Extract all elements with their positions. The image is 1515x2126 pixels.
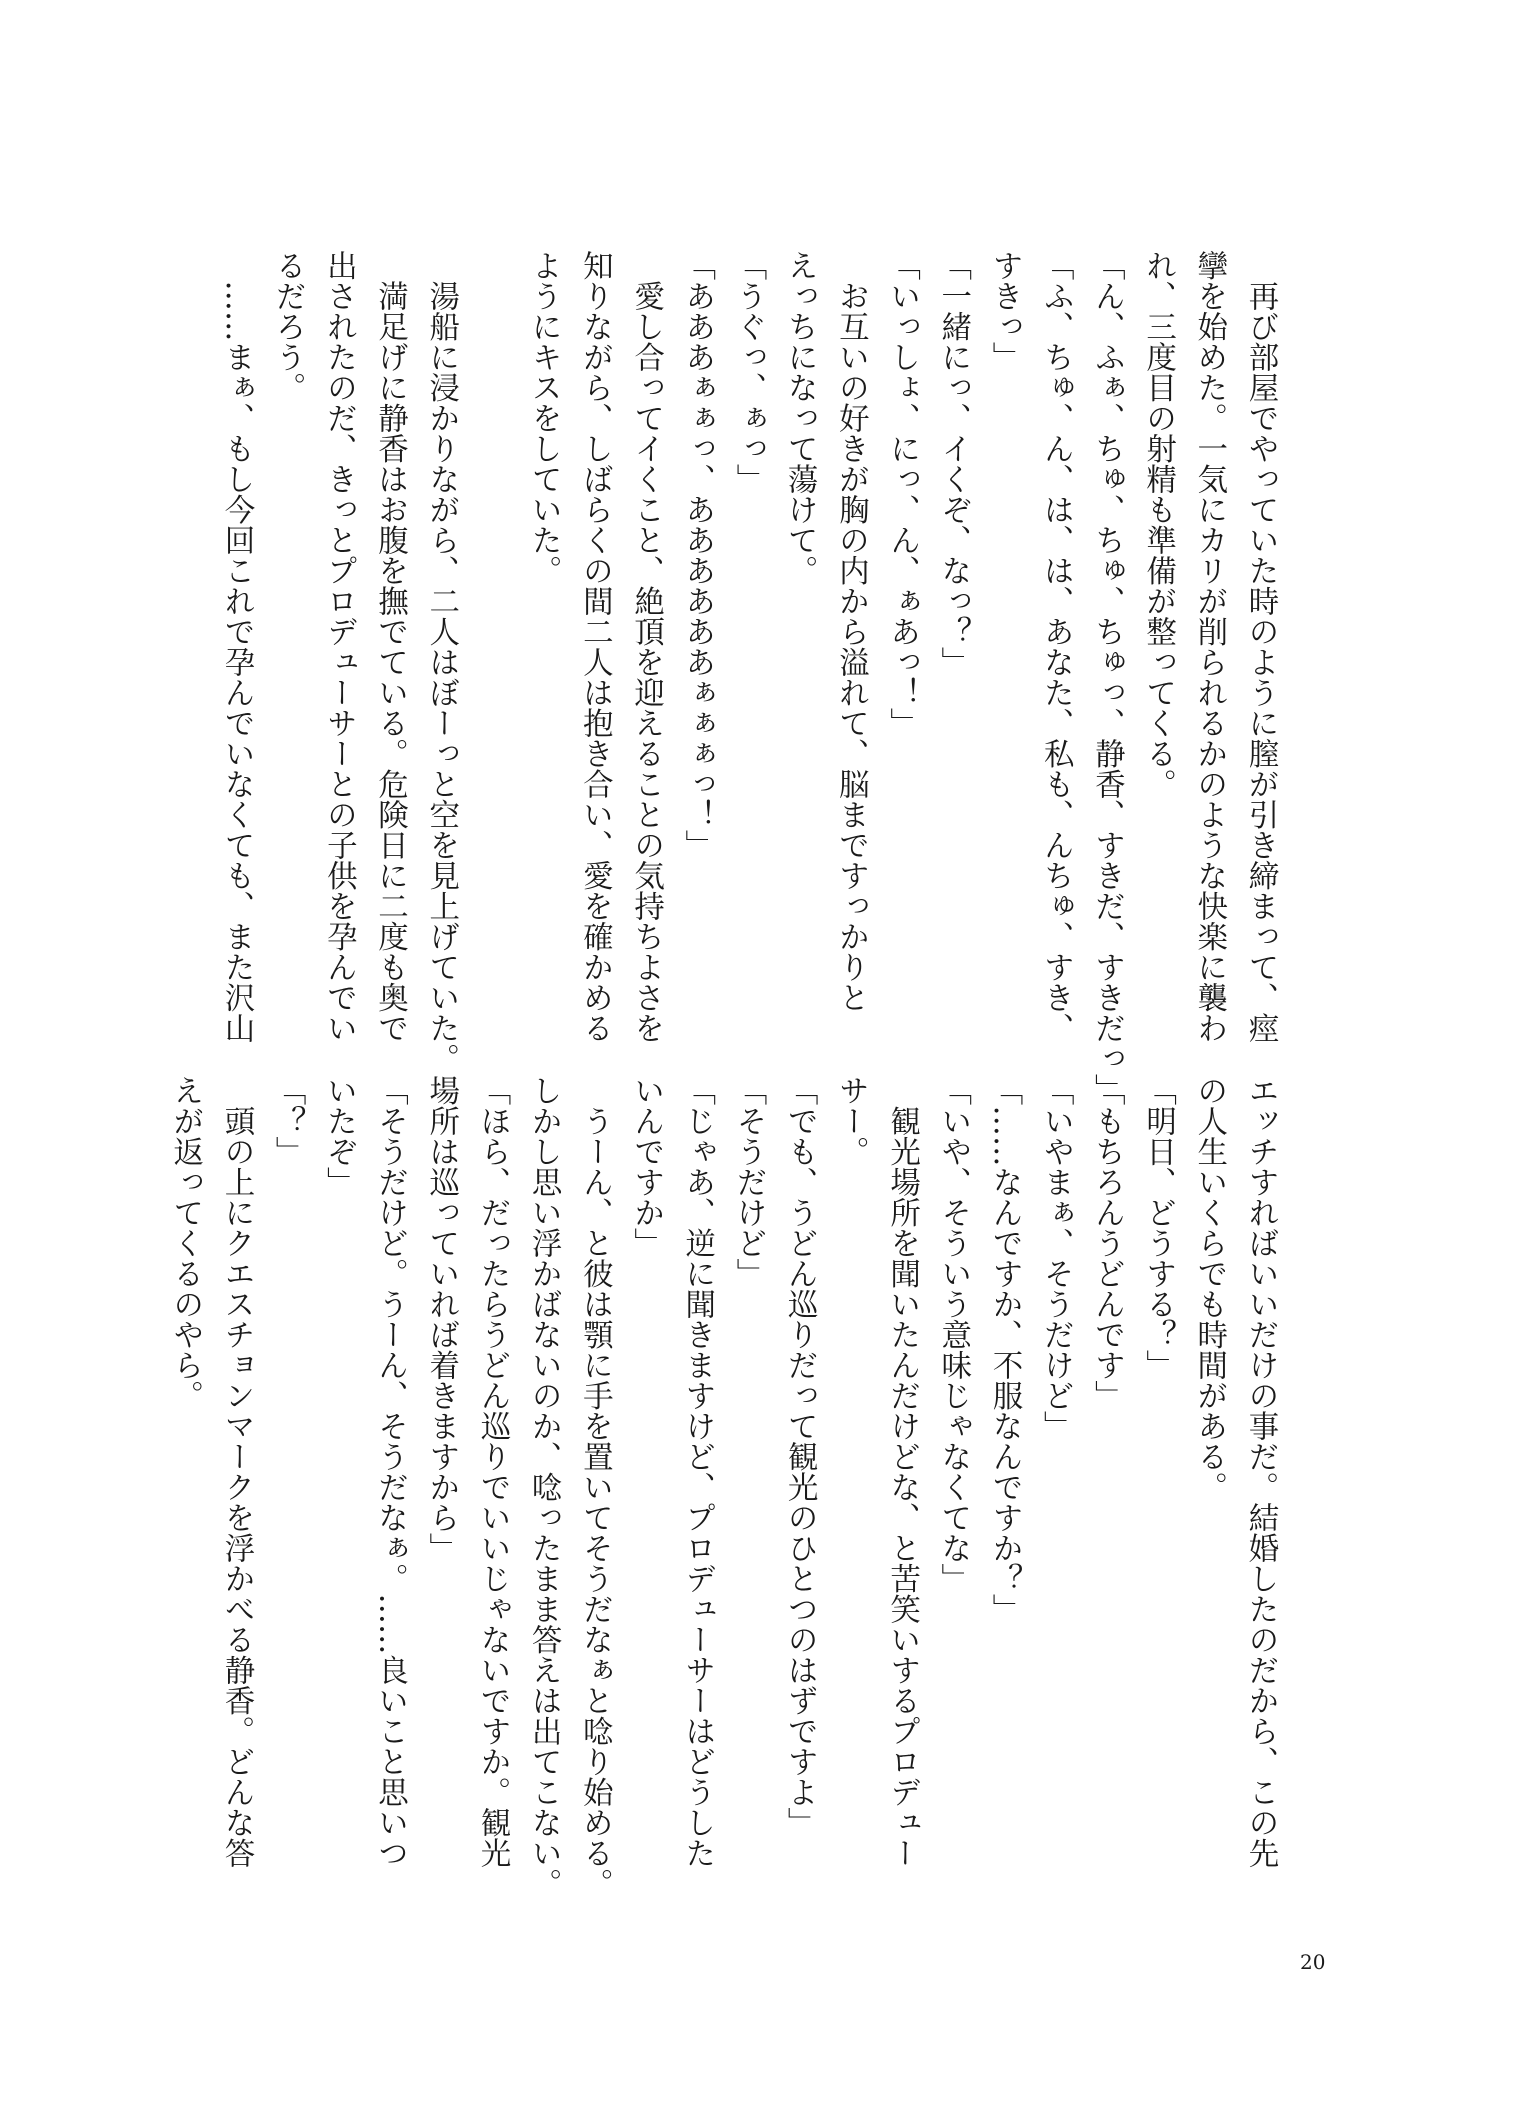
page-number: 20 xyxy=(1300,1950,1326,1974)
text-column: 「もちろんうどんです」 xyxy=(1089,1075,1125,1411)
text-column: しかし思い浮かばないのか、唸ったまま答えは出てこない。 xyxy=(526,1075,562,1899)
text-column: 「ん、ふぁ、ちゅ、ちゅ、ちゅっ、静香、すきだ、すきだっ」 xyxy=(1089,250,1125,1104)
text-column: 「じゃあ、逆に聞きますけど、プロデューサーはどうした xyxy=(679,1075,715,1868)
text-column: 愛し合ってイくこと、絶頂を迎えることの気持ちよさを xyxy=(628,250,664,1043)
text-column: るだろう。 xyxy=(270,250,306,403)
text-column: 「いやまぁ、そうだけど」 xyxy=(1038,1075,1074,1441)
text-column: お互いの好きが胸の内から溢れて、脳まですっかりと xyxy=(833,250,869,1013)
upper-text-block xyxy=(218,250,1286,1104)
blank-column xyxy=(467,250,518,1026)
text-column: れ、三度目の射精も準備が整ってくる。 xyxy=(1140,250,1176,799)
text-column: 「明日、どうする？」 xyxy=(1140,1075,1176,1380)
text-column: 知りながら、しばらくの間二人は抱き合い、愛を確かめる xyxy=(577,250,613,1043)
text-column: いたぞ」 xyxy=(321,1075,357,1197)
text-column: すきっ」 xyxy=(986,250,1022,372)
text-column: 「一緒にっ、イくぞ、なっ？」 xyxy=(935,250,971,677)
text-column: いんですか」 xyxy=(628,1075,664,1258)
text-column: 出されたのだ、きっとプロデューサーとの子供を孕んでい xyxy=(321,250,357,1043)
text-column: 場所は巡っていれば着きますから」 xyxy=(423,1075,459,1563)
text-column: ようにキスをしていた。 xyxy=(526,250,562,586)
text-column: うーん、と彼は顎に手を置いてそうだなぁと唸り始める。 xyxy=(577,1075,613,1899)
text-column: の人生いくらでも時間がある。 xyxy=(1191,1075,1227,1502)
text-column: 観光場所を聞いたんだけどな、と苦笑いするプロデュー xyxy=(884,1075,920,1868)
text-column: 攣を始めた。一気にカリが削られるかのような快楽に襲わ xyxy=(1191,250,1227,1043)
text-column: 「いっしょ、にっ、ん、ぁあっ！」 xyxy=(884,250,920,738)
text-column: サー。 xyxy=(833,1075,869,1167)
text-column: 「そうだけど。うーん、そうだなぁ。……良いこと思いつ xyxy=(372,1075,408,1868)
text-column: 「でも、うどん巡りだって観光のひとつのはずですよ」 xyxy=(782,1075,818,1838)
text-column: 「ほら、だったらうどん巡りでいいじゃないですか。観光 xyxy=(474,1075,510,1868)
text-column: えっちになって蕩けて。 xyxy=(782,250,818,586)
text-column: えが返ってくるのやら。 xyxy=(167,1075,203,1411)
text-column: 「ふ、ちゅ、ん、は、は、あなた、私も、んちゅ、すき、 xyxy=(1038,250,1074,1043)
text-column: 「……なんですか、不服なんですか？」 xyxy=(986,1075,1022,1624)
text-column: 湯船に浸かりながら、二人はぼーっと空を見上げていた。 xyxy=(423,250,459,1074)
text-column: ……まぁ、もし今回これで孕んでいなくても、また沢山 xyxy=(218,250,254,1043)
text-column: 頭の上にクエスチョンマークを浮かべる静香。どんな答 xyxy=(218,1075,254,1868)
text-column: 「うぐっ、ぁっ」 xyxy=(730,250,766,494)
text-column: エッチすればいいだけの事だ。結婚したのだから、この先 xyxy=(1243,1075,1278,1868)
lower-text-block xyxy=(167,1075,1286,1899)
text-column: 満足げに静香はお腹を撫でている。危険日に二度も奥で xyxy=(372,250,408,1043)
text-column: 「そうだけど」 xyxy=(730,1075,766,1289)
text-column: 「あああぁぁっ、ああああああぁぁぁっ！」 xyxy=(679,250,715,860)
text-column: 再び部屋でやっていた時のように膣が引き締まって、痙 xyxy=(1243,250,1278,1043)
text-column: 「いや、そういう意味じゃなくてな」 xyxy=(935,1075,971,1594)
text-column: 「？」 xyxy=(270,1075,306,1167)
